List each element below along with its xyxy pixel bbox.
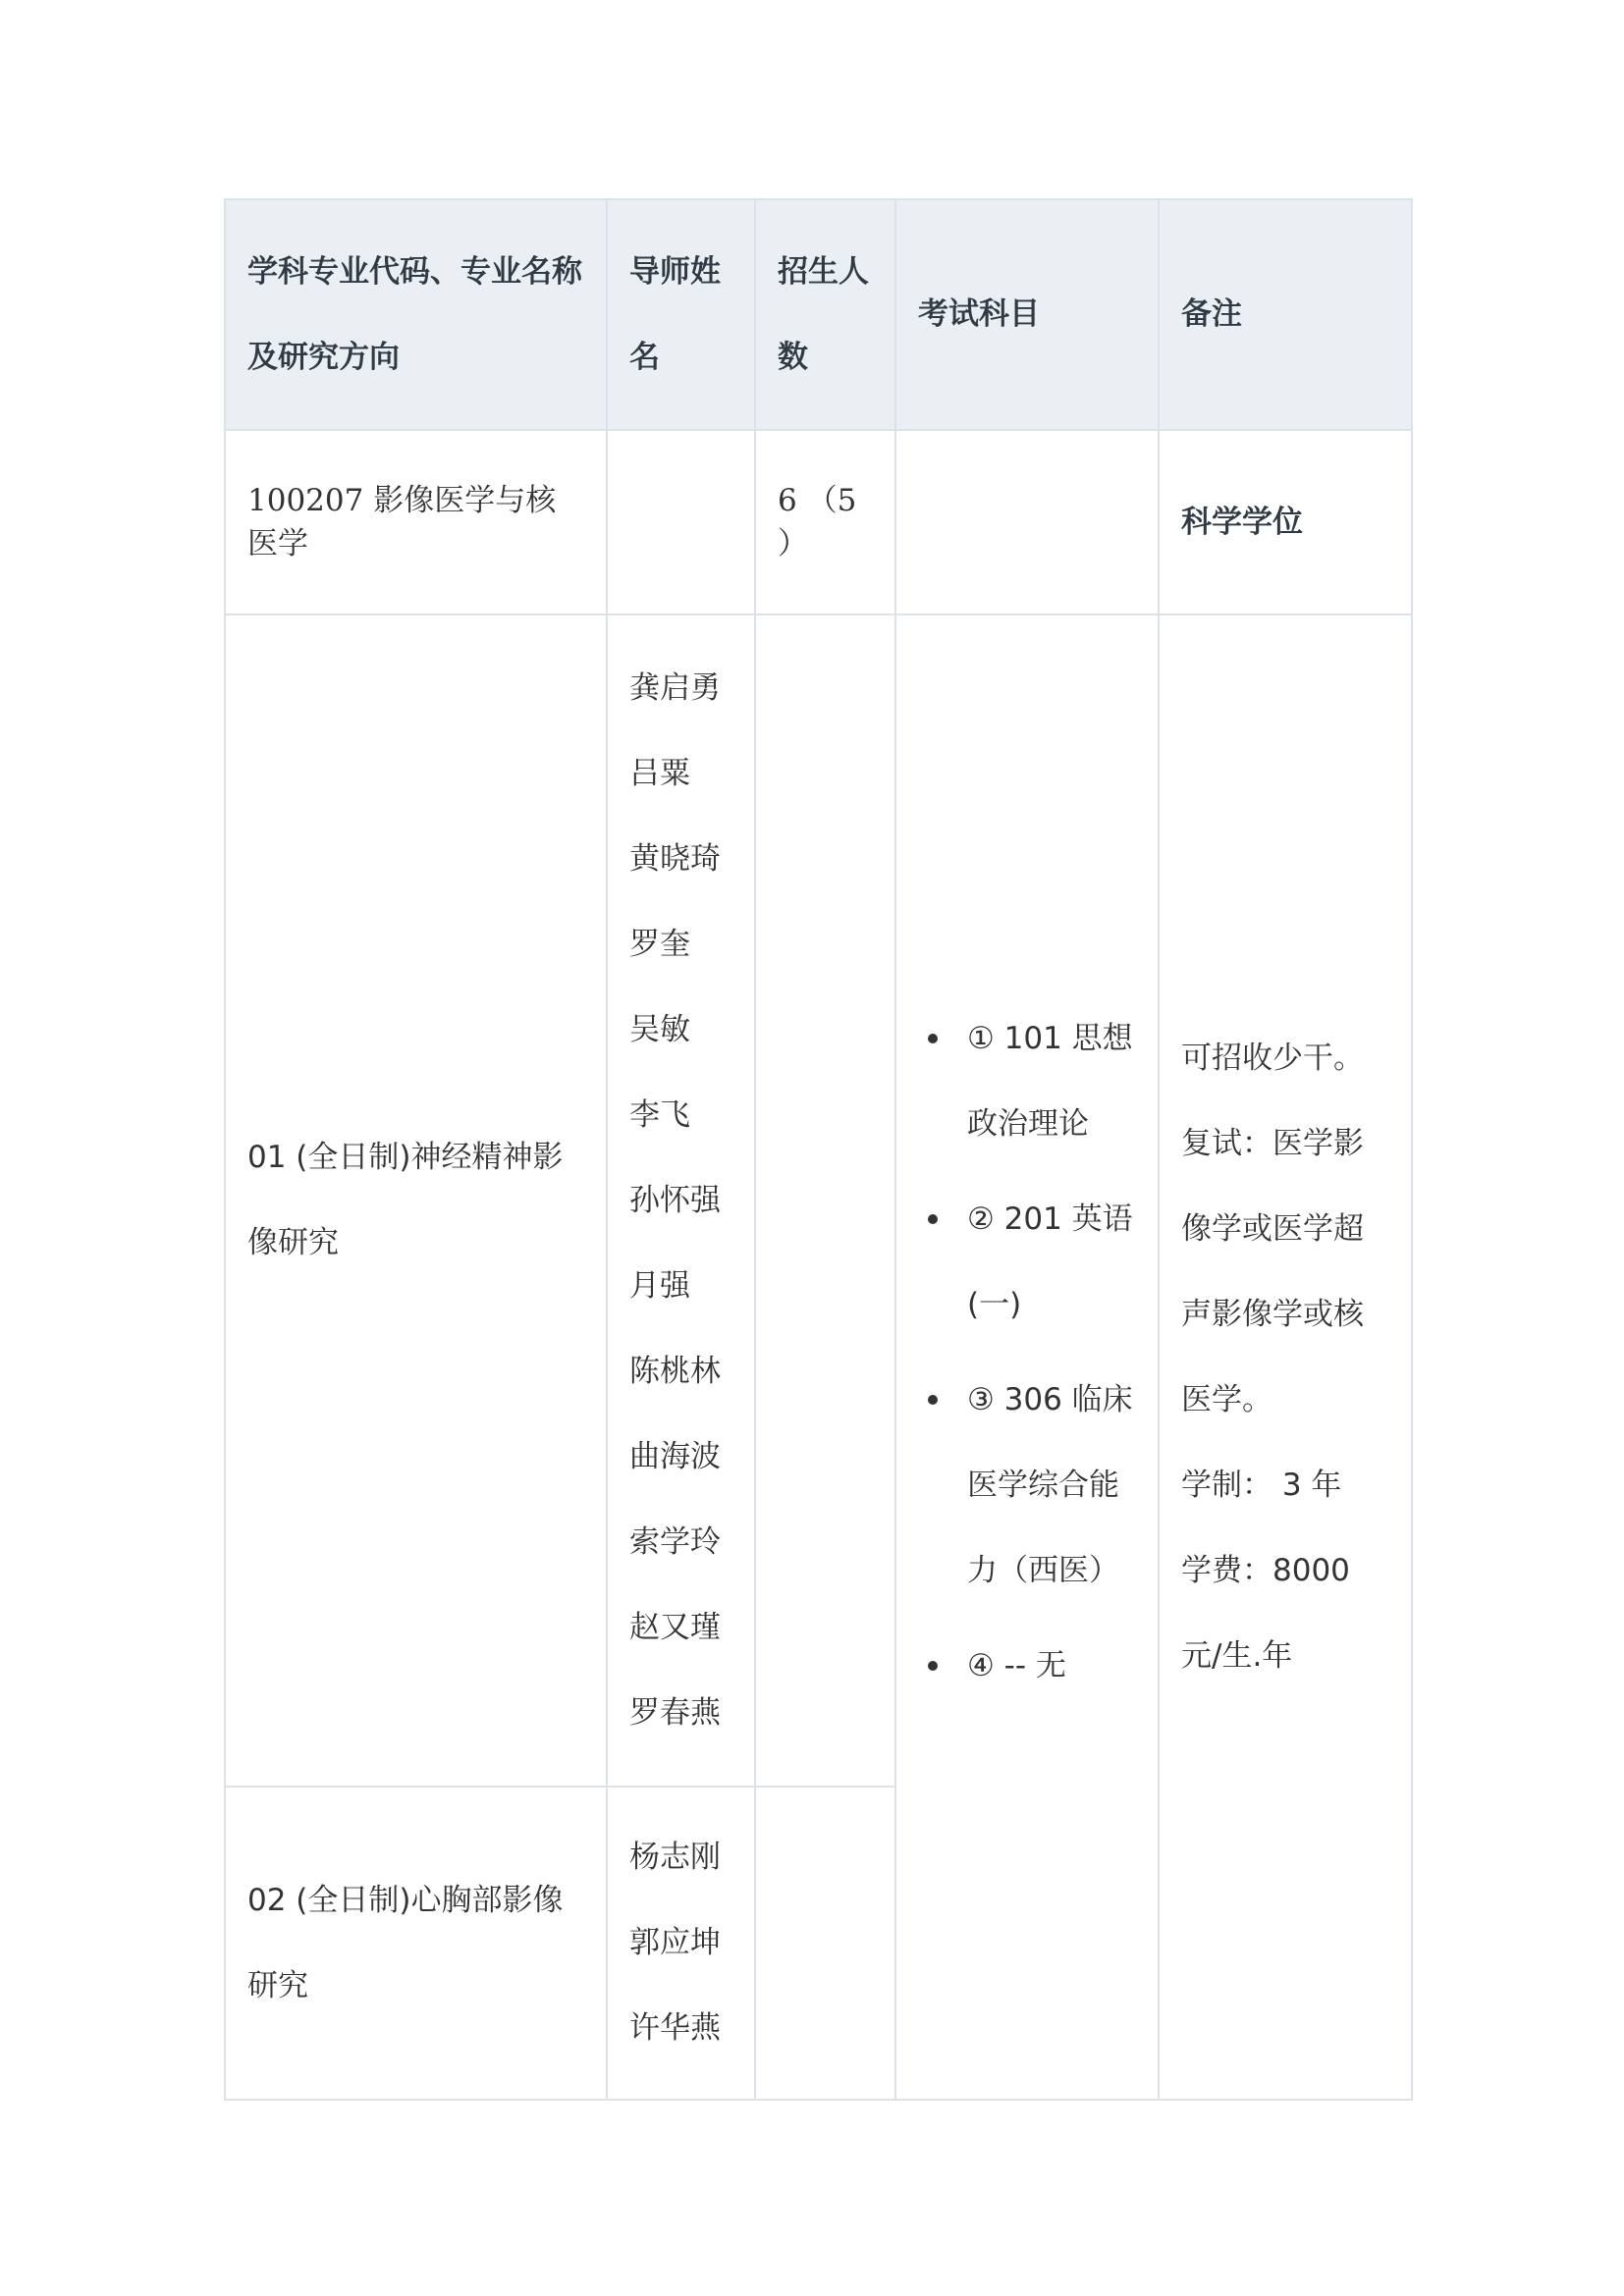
supervisor-name: 许华燕 [629,2010,721,2046]
exam-list [918,996,1136,1709]
supervisor-name: 郭应坤 [629,1925,721,1960]
exam-item: ① 101 思想政治理论 [967,996,1136,1167]
exam-item: ③ 306 临床医学综合能力（西医） [967,1358,1136,1614]
supervisor-name: 吴敏 [629,1011,690,1047]
supervisor-name: 索学玲 [629,1523,721,1560]
supervisor-name: 李飞 [629,1096,690,1133]
direction-row-1 [225,614,1412,1787]
remarks [1159,614,1412,2100]
remark-line: 可招收少干。复试：医学影像学或医学超声影像学或核医学。 [1181,1040,1364,1417]
remark-line: 学费：8000 元/生.年 [1181,1552,1350,1674]
exam-subjects [895,614,1159,2100]
header-note: 备注 [1159,199,1412,430]
exam-item: ② 201 英语(一) [967,1177,1136,1348]
major-supervisor-empty [607,430,755,614]
direction-supervisors-2 [607,1787,755,2100]
supervisor-name: 罗春燕 [629,1694,721,1731]
remark-line: 学制： 3 年 [1181,1467,1342,1503]
supervisor-name: 龚启勇 [629,669,721,706]
header-supervisor: 导师姓名 [607,199,755,430]
header-major: 学科专业代码、专业名称及研究方向 [225,199,607,430]
header-quota: 招生人数 [755,199,895,430]
exam-item: ④ -- 无 [967,1624,1136,1709]
supervisor-name: 吕粟 [629,755,690,791]
direction-quota-1 [755,614,895,1787]
supervisor-name: 月强 [629,1267,690,1304]
major-quota: 6 （5 ） [755,430,895,614]
supervisor-name: 赵又瑾 [629,1609,721,1645]
direction-name-1: 01 (全日制)神经精神影像研究 [225,614,607,1787]
major-row [225,430,1412,614]
direction-quota-2 [755,1787,895,2100]
supervisor-name: 曲海波 [629,1438,721,1474]
supervisor-name: 杨志刚 [629,1840,721,1875]
supervisor-name: 黄晓琦 [629,840,721,877]
supervisor-name: 陈桃林 [629,1353,721,1389]
direction-supervisors-1 [607,614,755,1787]
supervisor-name: 孙怀强 [629,1182,721,1218]
admissions-table [224,198,1413,2101]
header-exam: 考试科目 [895,199,1159,430]
direction-name-2: 02 (全日制)心胸部影像研究 [225,1787,607,2100]
header-row [225,199,1412,430]
major-degree-type: 科学学位 [1159,430,1412,614]
major-exam-empty [895,430,1159,614]
supervisor-name: 罗奎 [629,926,690,962]
major-code-name: 100207 影像医学与核医学 [225,430,607,614]
